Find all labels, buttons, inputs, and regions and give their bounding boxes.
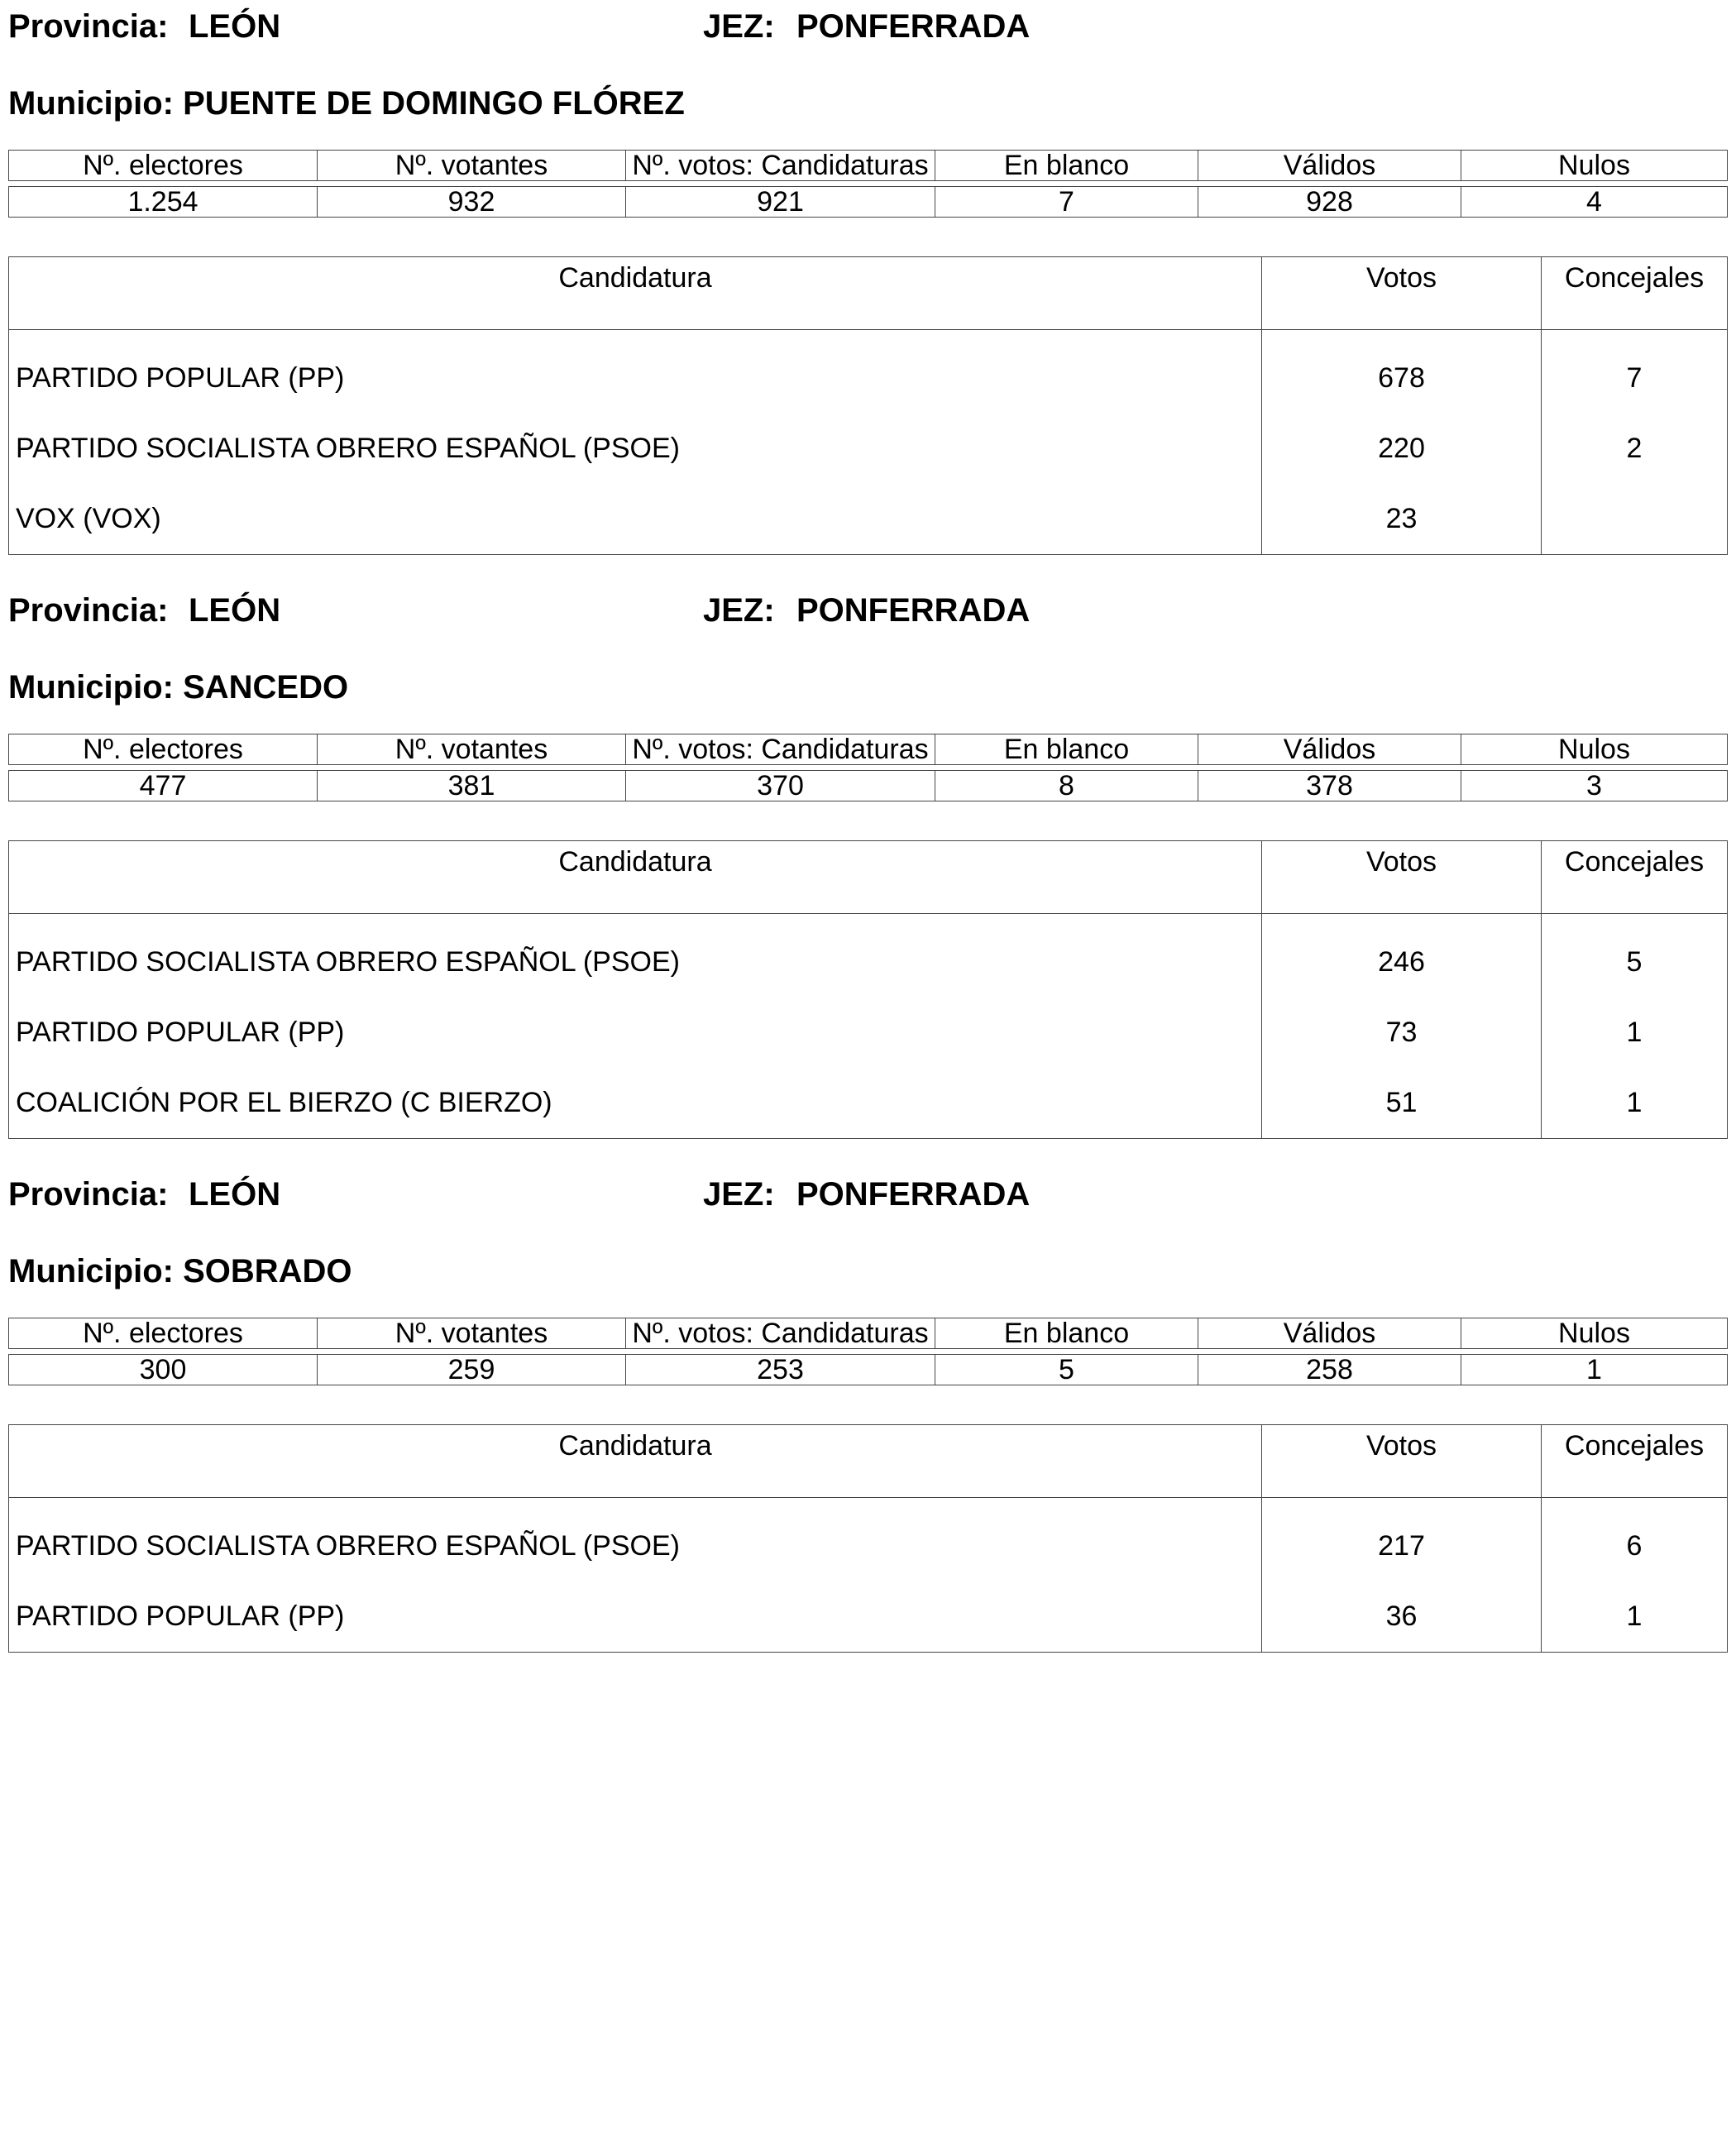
stats-header-cell: Nulos (1461, 1318, 1728, 1349)
stats-table (8, 1318, 1728, 1385)
table-row (9, 484, 1728, 555)
stats-header-cell: Válidos (1198, 734, 1461, 765)
table-row (9, 998, 1728, 1068)
party-name: PARTIDO POPULAR (PP) (9, 1581, 1262, 1653)
party-name: COALICIÓN POR EL BIERZO (C BIERZO) (9, 1068, 1262, 1139)
provincia-label: Provincia: (8, 1176, 169, 1213)
stats-value-cell: 932 (318, 187, 626, 218)
party-name: PARTIDO POPULAR (PP) (9, 330, 1262, 414)
municipio-title (8, 83, 685, 124)
provincia-value: LEÓN (189, 8, 281, 45)
stats-header-cell: En blanco (935, 734, 1198, 765)
candidatura-header: Candidatura (9, 841, 1262, 914)
votos-header: Votos (1262, 257, 1542, 330)
stats-table (8, 150, 1728, 218)
municipio-title (8, 1251, 352, 1292)
stats-header-cell: Nº. votantes (318, 151, 626, 181)
stats-header-row (9, 151, 1728, 181)
jez-value: PONFERRADA (796, 592, 1031, 629)
municipio-label: Municipio: (8, 85, 174, 122)
party-name: VOX (VOX) (9, 484, 1262, 555)
party-votes: 73 (1262, 998, 1542, 1068)
stats-value-row (9, 1355, 1728, 1385)
stats-value-row (9, 771, 1728, 801)
results-header-row (9, 257, 1728, 330)
party-name: PARTIDO SOCIALISTA OBRERO ESPAÑOL (PSOE) (9, 1498, 1262, 1582)
party-name: PARTIDO SOCIALISTA OBRERO ESPAÑOL (PSOE) (9, 914, 1262, 998)
stats-value-cell: 5 (935, 1355, 1198, 1385)
provincia-label: Provincia: (8, 592, 169, 629)
votos-header: Votos (1262, 841, 1542, 914)
jez-label: JEZ: (703, 1176, 775, 1213)
stats-value-cell: 7 (935, 187, 1198, 218)
table-row (9, 414, 1728, 484)
jez-label: JEZ: (703, 592, 775, 629)
party-votes: 246 (1262, 914, 1542, 998)
municipality-section (8, 1168, 1727, 1739)
stats-value-cell: 381 (318, 771, 626, 801)
votos-header: Votos (1262, 1425, 1542, 1498)
provincia-value: LEÓN (189, 592, 281, 629)
concejales-header: Concejales (1542, 1425, 1728, 1498)
party-votes: 36 (1262, 1581, 1542, 1653)
table-row (9, 1498, 1728, 1582)
results-header-row (9, 1425, 1728, 1498)
party-votes: 678 (1262, 330, 1542, 414)
concejales-header: Concejales (1542, 257, 1728, 330)
stats-value-cell: 370 (626, 771, 935, 801)
party-votes: 220 (1262, 414, 1542, 484)
stats-value-cell: 477 (9, 771, 318, 801)
party-seats (1542, 484, 1728, 555)
stats-header-cell: Nulos (1461, 151, 1728, 181)
party-votes: 23 (1262, 484, 1542, 555)
candidatura-header: Candidatura (9, 257, 1262, 330)
party-seats: 1 (1542, 998, 1728, 1068)
stats-value-cell: 4 (1461, 187, 1728, 218)
party-seats: 6 (1542, 1498, 1728, 1582)
table-row (9, 1581, 1728, 1653)
provincia-value: LEÓN (189, 1176, 281, 1213)
stats-table (8, 734, 1728, 801)
stats-value-cell: 300 (9, 1355, 318, 1385)
concejales-header: Concejales (1542, 841, 1728, 914)
municipio-label: Municipio: (8, 1253, 174, 1289)
stats-value-cell: 928 (1198, 187, 1461, 218)
stats-value-cell: 259 (318, 1355, 626, 1385)
stats-value-cell: 8 (935, 771, 1198, 801)
stats-header-cell: Nº. votantes (318, 734, 626, 765)
provincia-label: Provincia: (8, 8, 169, 45)
party-seats: 2 (1542, 414, 1728, 484)
stats-header-cell: Nº. electores (9, 1318, 318, 1349)
stats-header-cell: Válidos (1198, 151, 1461, 181)
stats-header-cell: Nº. electores (9, 734, 318, 765)
stats-header-cell: Nulos (1461, 734, 1728, 765)
party-seats: 7 (1542, 330, 1728, 414)
stats-value-row (9, 187, 1728, 218)
stats-value-cell: 3 (1461, 771, 1728, 801)
stats-header-cell: Nº. votos: Candidaturas (626, 734, 935, 765)
municipio-value: SOBRADO (183, 1253, 352, 1289)
stats-header-cell: Válidos (1198, 1318, 1461, 1349)
stats-header-cell: Nº. votantes (318, 1318, 626, 1349)
municipio-title (8, 667, 348, 708)
stats-value-cell: 253 (626, 1355, 935, 1385)
table-row (9, 914, 1728, 998)
municipality-section (8, 584, 1727, 1155)
candidatura-header: Candidatura (9, 1425, 1262, 1498)
results-table (8, 840, 1728, 1139)
party-seats: 1 (1542, 1068, 1728, 1139)
jez-value: PONFERRADA (796, 1176, 1031, 1213)
municipio-label: Municipio: (8, 669, 174, 706)
stats-header-row (9, 1318, 1728, 1349)
jez-value: PONFERRADA (796, 8, 1031, 45)
party-name: PARTIDO POPULAR (PP) (9, 998, 1262, 1068)
municipality-section (8, 0, 1727, 571)
municipio-value: PUENTE DE DOMINGO FLÓREZ (183, 85, 685, 122)
party-seats: 5 (1542, 914, 1728, 998)
stats-header-cell: Nº. electores (9, 151, 318, 181)
results-table (8, 1424, 1728, 1653)
results-header-row (9, 841, 1728, 914)
stats-header-cell: En blanco (935, 1318, 1198, 1349)
stats-value-cell: 921 (626, 187, 935, 218)
stats-header-cell: Nº. votos: Candidaturas (626, 151, 935, 181)
stats-header-cell: En blanco (935, 151, 1198, 181)
stats-header-row (9, 734, 1728, 765)
stats-header-cell: Nº. votos: Candidaturas (626, 1318, 935, 1349)
stats-value-cell: 1 (1461, 1355, 1728, 1385)
municipio-value: SANCEDO (183, 669, 349, 706)
party-seats: 1 (1542, 1581, 1728, 1653)
stats-value-cell: 1.254 (9, 187, 318, 218)
stats-value-cell: 378 (1198, 771, 1461, 801)
party-name: PARTIDO SOCIALISTA OBRERO ESPAÑOL (PSOE) (9, 414, 1262, 484)
results-table (8, 256, 1728, 555)
party-votes: 217 (1262, 1498, 1542, 1582)
jez-label: JEZ: (703, 8, 775, 45)
stats-value-cell: 258 (1198, 1355, 1461, 1385)
table-row (9, 330, 1728, 414)
table-row (9, 1068, 1728, 1139)
party-votes: 51 (1262, 1068, 1542, 1139)
